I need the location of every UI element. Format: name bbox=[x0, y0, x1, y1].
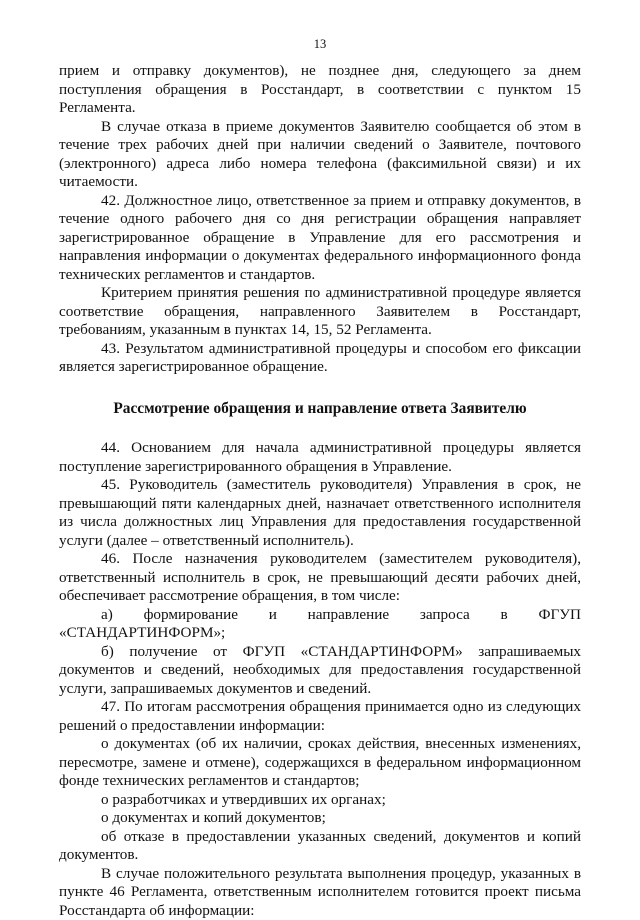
list-item-document-copies: о документах и копий документов; bbox=[59, 809, 581, 828]
paragraph-item-45: 45. Руководитель (заместитель руководителя) Управления в срок, не превышающий пяти календарных дней, назначает ответственного исполнителя из числа должностных лиц Управления для предоставления государственной услуги (далее – ответственный исполнитель). bbox=[59, 476, 581, 550]
paragraph-positive-result: В случае положительного результата выполнения процедур, указанных в пункте 46 Регламента, ответственным исполнителем готовится проект письма Росстандарта об информации: bbox=[59, 865, 581, 920]
paragraph-item-44: 44. Основанием для начала административной процедуры является поступление зарегистрированного обращения в Управление. bbox=[59, 439, 581, 476]
paragraph-item-46: 46. После назначения руководителем (заместителем руководителя), ответственный исполнитель в срок, не превышающий десяти рабочих дней, обеспечивает рассмотрение обращения, в том числе: bbox=[59, 550, 581, 606]
document-body bbox=[59, 62, 581, 920]
paragraph-item-46-a: а) формирование и направление запроса в ФГУП «СТАНДАРТИНФОРМ»; bbox=[59, 606, 581, 643]
paragraph-item-47: 47. По итогам рассмотрения обращения принимается одно из следующих решений о предоставлении информации: bbox=[59, 698, 581, 735]
page-number: 13 bbox=[0, 37, 640, 51]
section-heading: Рассмотрение обращения и направление ответа Заявителю bbox=[59, 400, 581, 419]
paragraph-decision-criterion: Критерием принятия решения по административной процедуре является соответствие обращения, направленного Заявителем в Росстандарт, требованиям, указанным в пунктах 14, 15, 52 Регламента. bbox=[59, 284, 581, 340]
list-item-documents-info: о документах (об их наличии, сроках действия, внесенных изменениях, пересмотре, замене и отмене), содержащихся в федеральном информационном фонде технических регламентов и стандартов; bbox=[59, 735, 581, 791]
paragraph-item-46-b: б) получение от ФГУП «СТАНДАРТИНФОРМ» запрашиваемых документов и сведений, необходимых для предоставления государственной услуги, запрашиваемых документов и сведений. bbox=[59, 643, 581, 699]
paragraph-item-42: 42. Должностное лицо, ответственное за прием и отправку документов, в течение одного рабочего дня со дня регистрации обращения направляет зарегистрированное обращение в Управление для его рассмотрения и направления информации о документах федерального информационного фонда технических регламентов и стандартов. bbox=[59, 192, 581, 285]
list-item-refusal: об отказе в предоставлении указанных сведений, документов и копий документов. bbox=[59, 828, 581, 865]
paragraph-continuation: прием и отправку документов), не позднее дня, следующего за днем поступления обращения в Росстандарт, в соответствии с пунктом 15 Регламента. bbox=[59, 62, 581, 118]
paragraph-item-43: 43. Результатом административной процедуры и способом его фиксации является зарегистрированное обращение. bbox=[59, 340, 581, 377]
list-item-developers: о разработчиках и утвердивших их органах; bbox=[59, 791, 581, 810]
paragraph-refusal-notice: В случае отказа в приеме документов Заявителю сообщается об этом в течение трех рабочих дней при наличии сведений о Заявителе, почтового (электронного) адреса либо номера телефона (факсимильной связи) и их читаемости. bbox=[59, 118, 581, 192]
